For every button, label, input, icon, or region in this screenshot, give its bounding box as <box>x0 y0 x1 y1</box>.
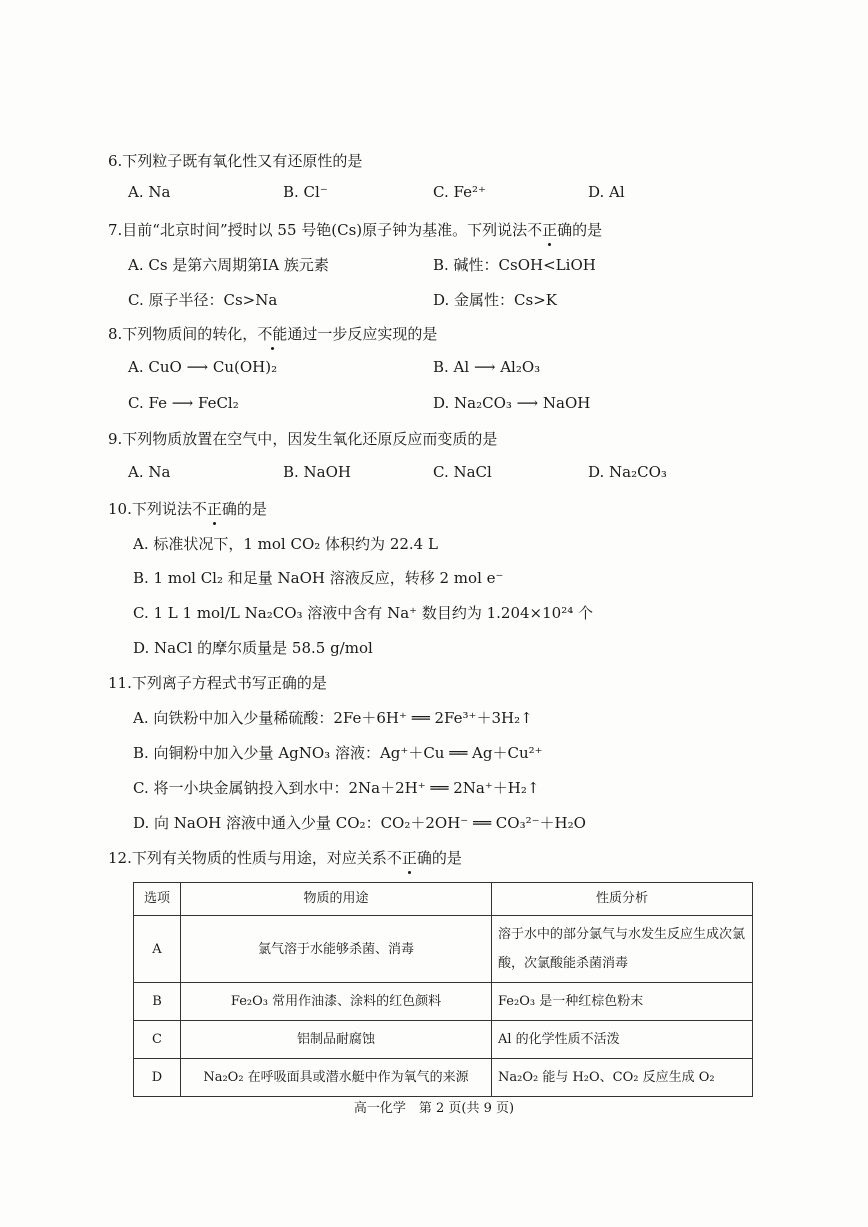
question-12-table <box>133 882 753 1097</box>
table-row <box>134 1021 753 1059</box>
question-9-option-d: D. Na₂CO₃ <box>588 463 667 481</box>
emphasis-dotted-text: 不正确 <box>527 221 573 239</box>
page-footer: 高一化学 第 2 页(共 9 页) <box>353 1101 515 1116</box>
question-10-option-b: B. 1 mol Cl₂ 和足量 NaOH 溶液反应，转移 2 mol e⁻ <box>133 569 504 587</box>
table-header-row <box>134 883 753 916</box>
question-7-option-b: B. 碱性：CsOH<LiOH <box>433 256 596 274</box>
question-6-option-d: D. Al <box>588 183 625 201</box>
table-row <box>134 916 753 983</box>
question-6-option-b: B. Cl⁻ <box>283 183 328 201</box>
question-7-stem: 7.目前“北京时间”授时以 55 号铯(Cs)原子钟为基准。下列说法不正确的是 <box>108 221 603 239</box>
table-row <box>134 983 753 1021</box>
table-cell: 铝制品耐腐蚀 <box>181 1021 492 1059</box>
table-cell: Na₂O₂ 能与 H₂O、CO₂ 反应生成 O₂ <box>492 1059 753 1097</box>
question-11-option-d: D. 向 NaOH 溶液中通入少量 CO₂：CO₂＋2OH⁻ ══ CO₃²⁻＋H₂O <box>133 814 586 832</box>
question-11-stem: 11.下列离子方程式书写正确的是 <box>108 674 327 692</box>
table-cell: Fe₂O₃ 常用作油漆、涂料的红色颜料 <box>181 983 492 1021</box>
question-8-option-d: D. Na₂CO₃ ⟶ NaOH <box>433 394 591 412</box>
question-9-option-a: A. Na <box>128 463 171 481</box>
table-header-cell: 物质的用途 <box>181 883 492 916</box>
table-cell: D <box>134 1059 181 1097</box>
table-row <box>134 1059 753 1097</box>
question-9-option-c: C. NaCl <box>433 463 492 481</box>
question-7-option-d: D. 金属性：Cs>K <box>433 291 557 309</box>
question-10-stem: 10.下列说法不正确的是 <box>108 500 267 518</box>
question-8-option-a: A. CuO ⟶ Cu(OH)₂ <box>128 358 278 376</box>
table-cell: 氯气溶于水能够杀菌、消毒 <box>181 916 492 983</box>
question-8-option-c: C. Fe ⟶ FeCl₂ <box>128 394 239 412</box>
question-8-option-b: B. Al ⟶ Al₂O₃ <box>433 358 541 376</box>
emphasis-dotted-text: 不正确 <box>386 849 432 867</box>
table-cell: Na₂O₂ 在呼吸面具或潜水艇中作为氧气的来源 <box>181 1059 492 1097</box>
table-header-cell: 选项 <box>134 883 181 916</box>
question-6-option-c: C. Fe²⁺ <box>433 183 486 201</box>
question-11-option-a: A. 向铁粉中加入少量稀硫酸：2Fe＋6H⁺ ══ 2Fe³⁺＋3H₂↑ <box>133 709 533 727</box>
question-6-option-a: A. Na <box>128 183 171 201</box>
question-10-option-a: A. 标准状况下，1 mol CO₂ 体积约为 22.4 L <box>133 535 438 553</box>
question-11-option-b: B. 向铜粉中加入少量 AgNO₃ 溶液：Ag⁺＋Cu ══ Ag＋Cu²⁺ <box>133 744 543 762</box>
question-11-option-c: C. 将一小块金属钠投入到水中：2Na＋2H⁺ ══ 2Na⁺＋H₂↑ <box>133 779 540 797</box>
question-6-stem: 6.下列粒子既有氧化性又有还原性的是 <box>108 152 363 170</box>
table-cell: C <box>134 1021 181 1059</box>
question-10-option-d: D. NaCl 的摩尔质量是 58.5 g/mol <box>133 639 373 657</box>
table-cell: A <box>134 916 181 983</box>
question-12-stem: 12.下列有关物质的性质与用途，对应关系不正确的是 <box>108 849 462 867</box>
table-header-cell: 性质分析 <box>492 883 753 916</box>
emphasis-dotted-text: 不正确 <box>191 500 237 518</box>
question-7-option-c: C. 原子半径：Cs>Na <box>128 291 278 309</box>
question-9-stem: 9.下列物质放置在空气中，因发生氧化还原反应而变质的是 <box>108 430 498 448</box>
emphasis-dotted-text: 不能 <box>257 325 288 343</box>
table-cell: Al 的化学性质不活泼 <box>492 1021 753 1059</box>
question-7-option-a: A. Cs 是第六周期第ⅠA 族元素 <box>128 256 329 274</box>
table-cell: B <box>134 983 181 1021</box>
question-10-option-c: C. 1 L 1 mol/L Na₂CO₃ 溶液中含有 Na⁺ 数目约为 1.204×10²⁴ 个 <box>133 604 593 622</box>
table-cell: 溶于水中的部分氯气与水发生反应生成次氯酸，次氯酸能杀菌消毒 <box>492 916 753 983</box>
question-9-option-b: B. NaOH <box>283 463 352 481</box>
question-8-stem: 8.下列物质间的转化，不能通过一步反应实现的是 <box>108 325 438 343</box>
table-cell: Fe₂O₃ 是一种红棕色粉末 <box>492 983 753 1021</box>
